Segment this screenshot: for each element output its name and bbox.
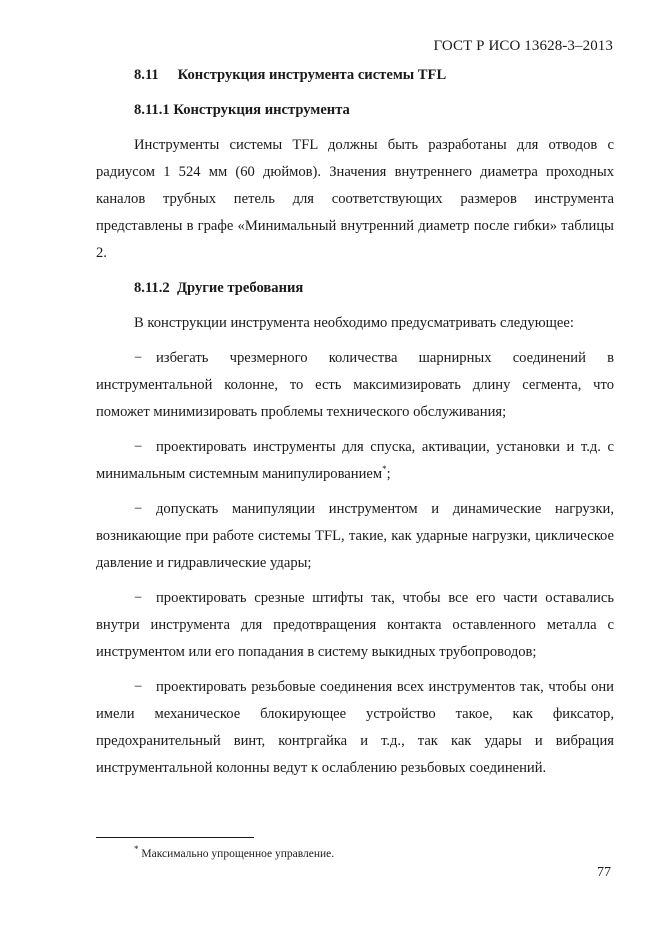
section-8-11-2-intro: В конструкции инструмента необходимо предусматривать следующее: xyxy=(134,315,574,331)
section-8-11-1-heading xyxy=(134,97,614,124)
list-item xyxy=(96,674,614,782)
list-item-text: допускать манипуляции инструментом и динамические нагрузки, возникающие при работе системы TFL, такие, как ударные нагрузки, циклическое давление и гидравлические удары; xyxy=(96,501,614,571)
footnote-separator xyxy=(96,837,254,838)
list-item xyxy=(96,345,614,426)
dash-marker: − xyxy=(134,590,143,606)
dash-marker: − xyxy=(134,350,143,366)
dash-marker: − xyxy=(134,439,143,455)
footnote xyxy=(134,844,335,860)
page-number: 77 xyxy=(597,865,611,880)
list-item-text: избегать чрезмерного количества шарнирных соединений в инструментальной колонне, то есть максимизировать длину сегмента, что поможет минимизировать проблемы технического обслуживания; xyxy=(96,350,614,420)
list-item xyxy=(96,434,614,488)
section-number: 8.11.1 xyxy=(134,102,170,118)
footnote-reference[interactable]: * xyxy=(382,464,387,475)
dash-marker: − xyxy=(134,679,143,695)
list-item-text: проектировать срезные штифты так, чтобы все его части оставались внутри инструмента для предотвращения контакта оставленного металла с инструментом или его попадания в систему выкидных трубопроводов; xyxy=(96,590,614,660)
section-8-11-2-heading xyxy=(134,275,614,302)
standard-header: ГОСТ Р ИСО 13628-3–2013 xyxy=(433,38,613,54)
list-item xyxy=(96,496,614,577)
section-number: 8.11.2 xyxy=(134,280,170,296)
section-number: 8.11 xyxy=(134,67,159,83)
section-title: Другие требования xyxy=(176,280,304,296)
footnote-text: Максимально упрощенное управление. xyxy=(141,848,335,860)
list-item-tail: ; xyxy=(386,466,391,482)
dash-marker: − xyxy=(134,501,143,517)
footnote-mark: * xyxy=(134,844,139,855)
section-8-11-heading xyxy=(134,62,614,89)
section-title: Конструкция инструмента системы TFL xyxy=(177,67,447,83)
list-item-text: проектировать инструменты для спуска, активации, установки и т.д. с минимальным системным манипулированием xyxy=(96,439,614,482)
section-8-11-1-paragraph: Инструменты системы TFL должны быть разработаны для отводов с радиусом 1 524 мм (60 дюймов). Значения внутреннего диаметра проходных каналов трубных петель для соответствующих размеров инструмента представлены в графе «Минимальный внутренний диаметр после гибки» таблицы 2. xyxy=(96,137,614,261)
page-content xyxy=(96,62,614,790)
list-item xyxy=(96,585,614,666)
list-item-text: проектировать резьбовые соединения всех инструментов так, чтобы они имели механическое блокирующее устройство такое, как фиксатор, предохранительный винт, контргайка и т.д., так как удары и вибрация инструментальной колонны ведут к ослаблению резьбовых соединений. xyxy=(96,679,614,776)
section-title: Конструкция инструмента xyxy=(173,102,350,118)
